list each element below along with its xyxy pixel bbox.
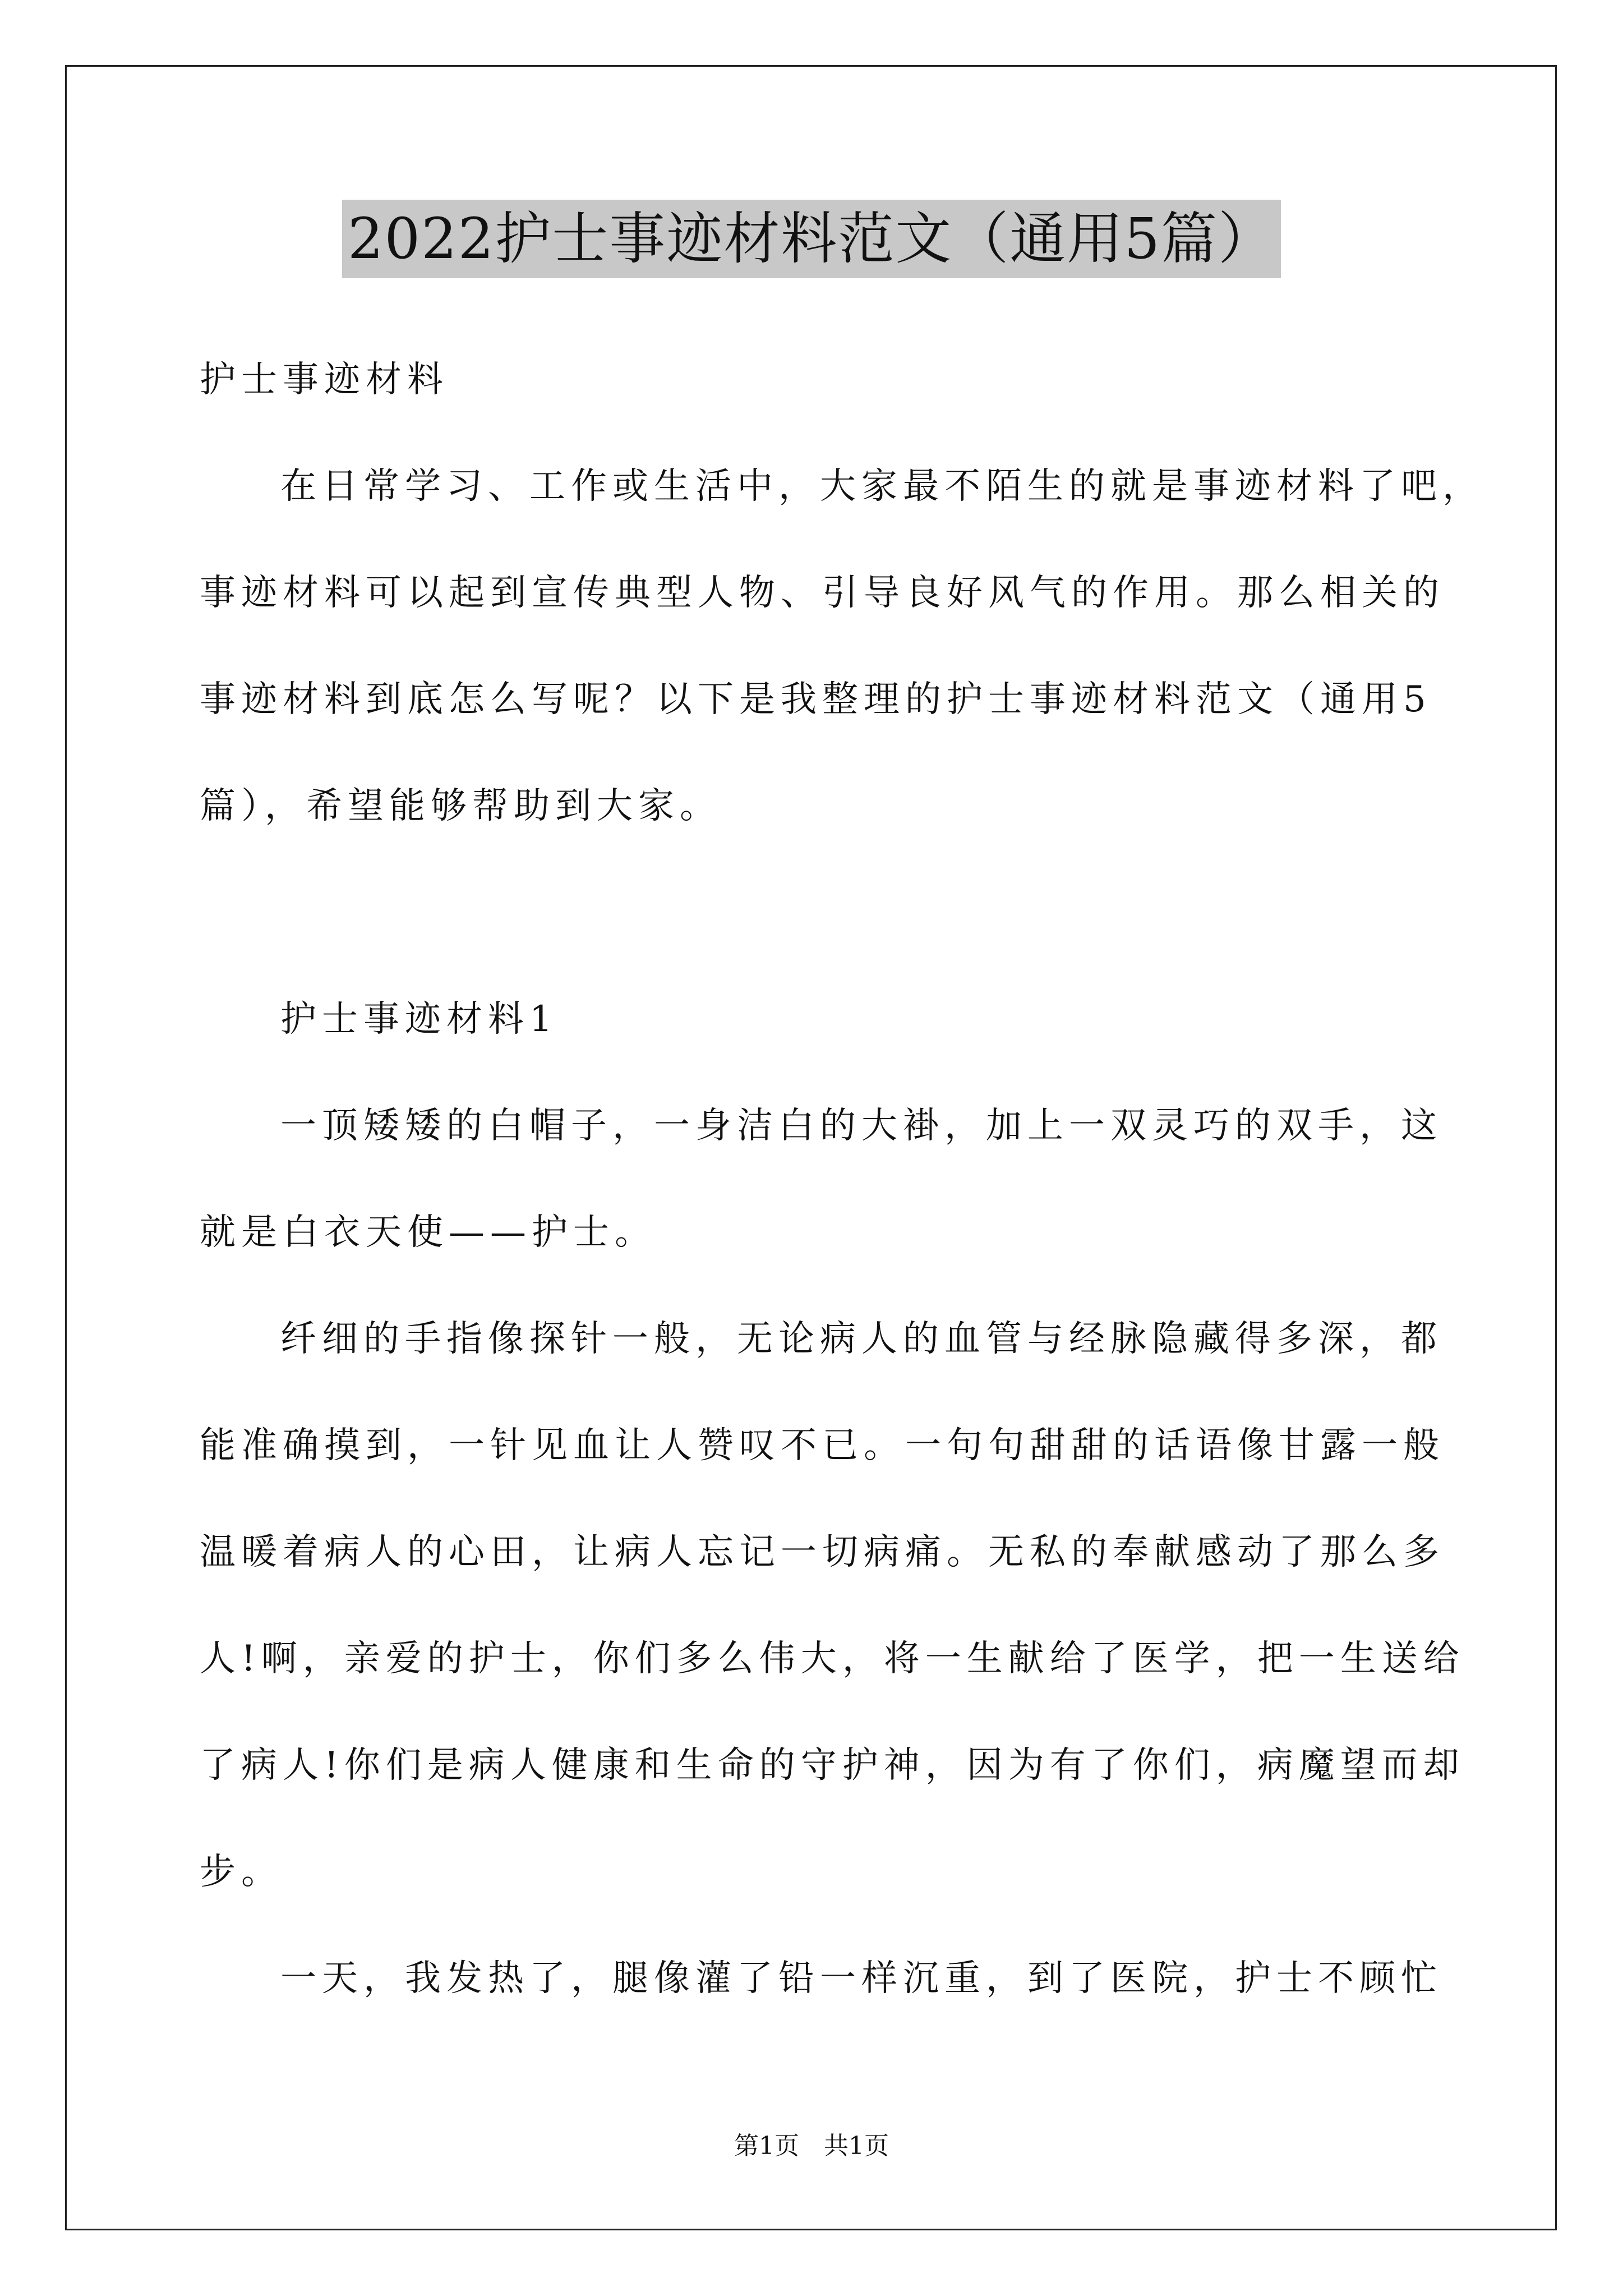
- paragraph-line: 在日常学习、工作或生活中，大家最不陌生的就是事迹材料了吧，: [280, 466, 1484, 507]
- paragraph-line: 纤细的手指像探针一般，无论病人的血管与经脉隐藏得多深，都: [280, 1318, 1442, 1360]
- paragraph-line: 人!啊，亲爱的护士，你们多么伟大，将一生献给了医学，把一生送给: [200, 1638, 1465, 1680]
- paragraph-line: 事迹材料到底怎么写呢？以下是我整理的护士事迹材料范文（通用5: [200, 679, 1432, 720]
- paragraph-line: 篇），希望能够帮助到大家。: [200, 785, 721, 827]
- title-container: [0, 200, 1623, 278]
- paragraph-line: 一顶矮矮的白帽子，一身洁白的大褂，加上一双灵巧的双手，这: [280, 1105, 1442, 1147]
- subsection-heading: 护士事迹材料1: [280, 999, 558, 1040]
- document-title: 2022护士事迹材料范文（通用5篇）: [342, 200, 1281, 278]
- paragraph-line: 温暖着病人的心田，让病人忘记一切病痛。无私的奉献感动了那么多: [200, 1531, 1445, 1573]
- paragraph-line: 步。: [200, 1851, 283, 1893]
- paragraph-line: 事迹材料可以起到宣传典型人物、引导良好风气的作用。那么相关的: [200, 572, 1445, 614]
- paragraph-line: 一天，我发热了，腿像灌了铅一样沉重，到了医院，护士不顾忙: [280, 1958, 1442, 1999]
- page-footer: 第1页 共1页: [734, 2132, 889, 2160]
- paragraph-line: 了病人!你们是病人健康和生命的守护神，因为有了你们，病魔望而却: [200, 1745, 1465, 1786]
- section-heading: 护士事迹材料: [200, 359, 449, 401]
- paragraph-line: 就是白衣天使——护士。: [200, 1212, 656, 1253]
- paragraph-line: 能准确摸到，一针见血让人赞叹不已。一句句甜甜的话语像甘露一般: [200, 1425, 1445, 1466]
